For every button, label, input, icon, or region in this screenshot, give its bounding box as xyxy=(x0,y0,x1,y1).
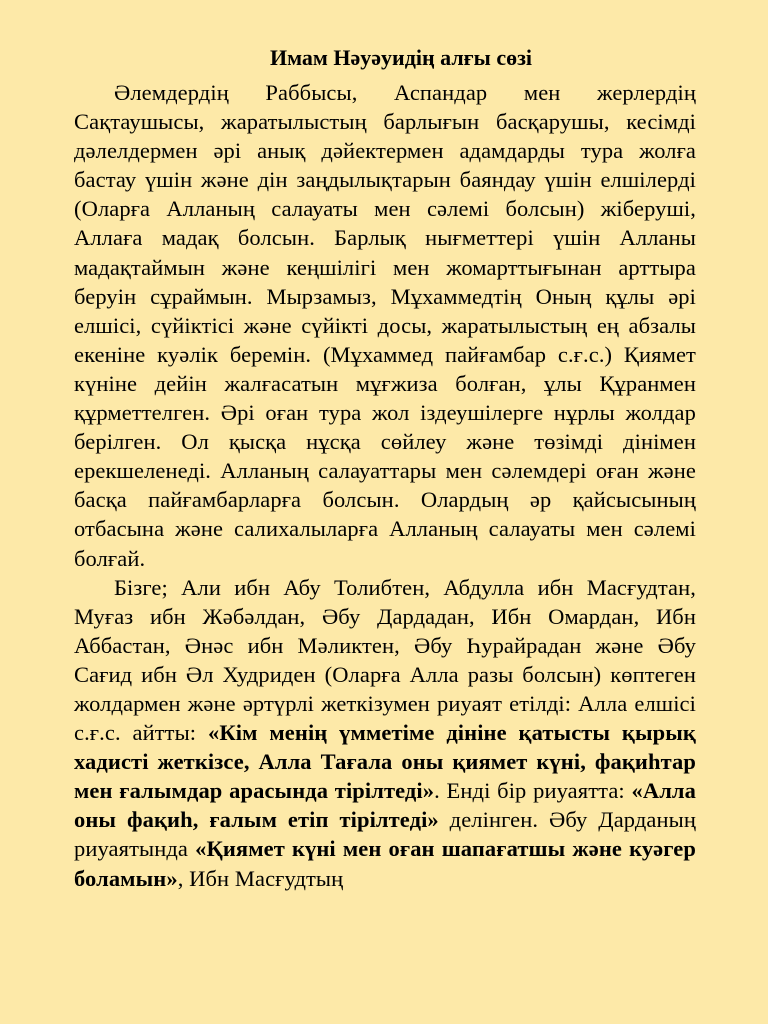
paragraph-text: делінген. Әбу Дарданың риуаятында xyxy=(74,807,696,862)
paragraph-praise: Әлемдердің Раббысы, Аспандар мен жерлердің Сақтаушысы, жаратылыстың барлығын басқарушы, кесімді дәлелдермен әрі анық дәйектермен адамдарды тура жолға бастау үшін және дін заңдылықтарын баяндау үшін елшілерді (Оларға Алланың салауаты мен сәлемі болсын) жіберуші, Аллаға мадақ болсын. Барлық нығметтері үшін Алланы мадақтаймын және кеңшілігі мен жомарттығынан арттыра беруін сұраймын. Мырзамыз, Мұхаммедтің Оның құлы әрі елшісі, сүйіктісі және сүйікті досы, жаратылыстың ең абзалы екеніне куәлік беремін. (Мұхаммед пайғамбар с.ғ.с.) Қиямет күніне дейін жалғасатын мұғжиза болған, ұлы Құранмен құрметтелген. Әрі оған тура жол іздеушілерге нұрлы жолдар берілген. Ол қысқа нұсқа сөйлеу және төзімді дінімен ерекшеленеді. Алланың салауаттары мен сәлемдері оған және басқа пайғамбарларға болсын. Олардың әр қайсысының отбасына және салихалыларға Алланың салауаты мен сәлемі болғай. xyxy=(74,80,696,571)
paragraph-text: , Ибн Масғудтың xyxy=(177,865,344,891)
hadith-quote: «Қиямет күні мен оған шапағатшы және куәгер боламын» xyxy=(74,836,696,891)
hadith-quote: «Алла оны фақиһ, ғалым етіп тірілтеді» xyxy=(74,778,696,833)
paragraph-text: . Енді бір риуаятта: xyxy=(434,778,632,804)
paragraph-hadith-chain xyxy=(74,573,696,893)
paragraph-text: Бізге; Али ибн Абу Толибтен, Абдулла ибн Масғудтан, Муғаз ибн Жәбәлдан, Әбу Дардадан, Ибн Омардан, Ибн Аббастан, Әнәс ибн Мәликтен, Әбу Һурайрадан және Әбу Сағид ибн Әл Худриден (Оларға Алла разы болсын) көптеген жолдармен және әртүрлі жеткізумен риуаят етілді: Алла елшісі с.ғ.с. айтты: xyxy=(74,574,696,746)
hadith-quote: «Кім менің үмметіме дініне қатысты қырық хадисті жеткізсе, Алла Тағала оны қиямет күні, фақиһтар мен ғалымдар арасында тірілтеді» xyxy=(74,720,696,804)
document-title: Имам Нәуәуидің алғы сөзі xyxy=(269,45,533,70)
